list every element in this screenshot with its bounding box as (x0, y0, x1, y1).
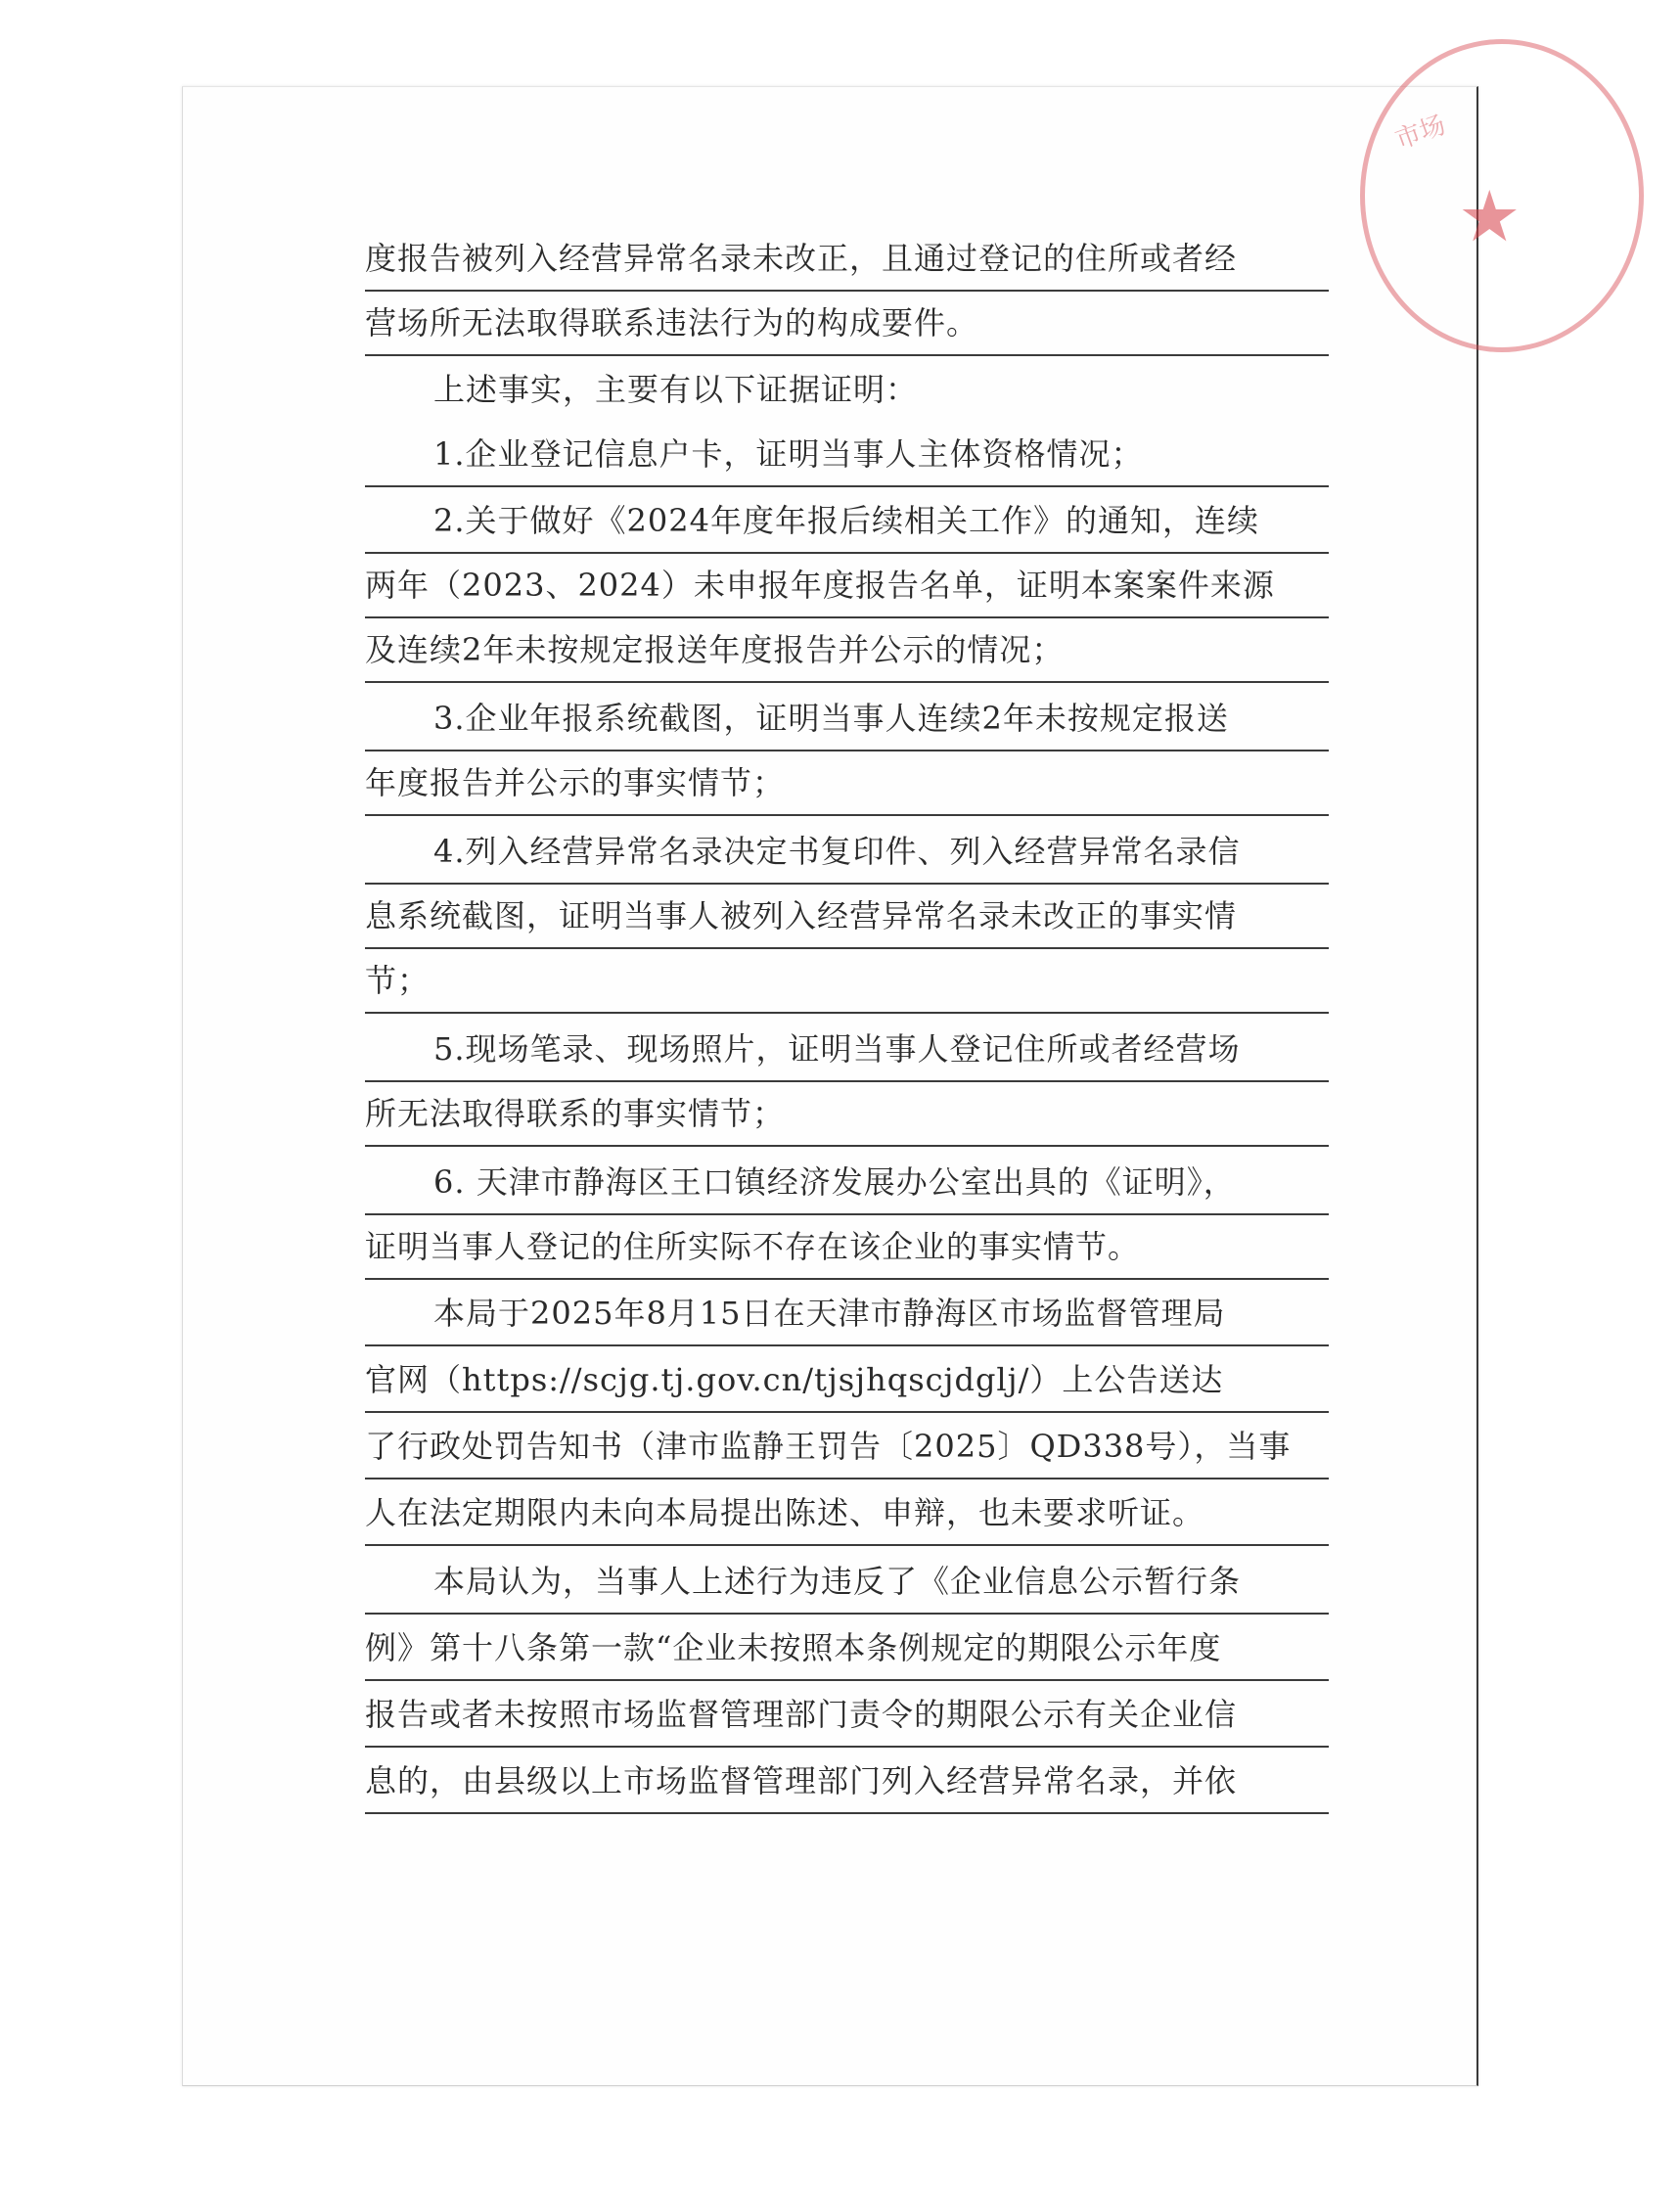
text-line: 5.现场笔录、现场照片，证明当事人登记住所或者经营场 (365, 1018, 1329, 1082)
text-line: 官网（https://scjg.tj.gov.cn/tjsjhqscjdglj/）上公告送达 (365, 1348, 1329, 1413)
text-line: 报告或者未按照市场监督管理部门责令的期限公示有关企业信 (365, 1683, 1329, 1748)
text-line: 两年（2023、2024）未申报年度报告名单，证明本案案件来源 (365, 554, 1329, 618)
text-line: 人在法定期限内未向本局提出陈述、申辩，也未要求听证。 (365, 1481, 1329, 1546)
text-line: 及连续2年未按规定报送年度报告并公示的情况； (365, 618, 1329, 683)
text-line: 3.企业年报系统截图，证明当事人连续2年未按规定报送 (365, 687, 1329, 751)
seal-star-icon: ★ (1458, 175, 1521, 257)
text-line: 年度报告并公示的事实情节； (365, 751, 1329, 816)
text-line: 所无法取得联系的事实情节； (365, 1082, 1329, 1147)
text-line: 本局认为，当事人上述行为违反了《企业信息公示暂行条 (365, 1550, 1329, 1615)
text-line: 度报告被列入经营异常名录未改正，且通过登记的住所或者经 (365, 227, 1329, 292)
text-line: 4.列入经营异常名录决定书复印件、列入经营异常名录信 (365, 820, 1329, 885)
text-line: 本局于2025年8月15日在天津市静海区市场监督管理局 (365, 1282, 1329, 1346)
text-line: 营场所无法取得联系违法行为的构成要件。 (365, 292, 1329, 356)
text-line: 了行政处罚告知书（津市监静王罚告〔2025〕QD338号），当事 (365, 1415, 1329, 1479)
seal-text-fragment: 市场 (1391, 110, 1450, 156)
text-line: 证明当事人登记的住所实际不存在该企业的事实情节。 (365, 1215, 1329, 1280)
text-line: 2.关于做好《2024年度年报后续相关工作》的通知，连续 (365, 489, 1329, 554)
text-line: 息系统截图，证明当事人被列入经营异常名录未改正的事实情 (365, 885, 1329, 949)
text-line: 上述事实，主要有以下证据证明： (433, 371, 919, 408)
text-line: 息的，由县级以上市场监督管理部门列入经营异常名录，并依 (365, 1750, 1329, 1814)
text-line: 例》第十八条第一款“企业未按照本条例规定的期限公示年度 (365, 1616, 1329, 1681)
text-line: 6. 天津市静海区王口镇经济发展办公室出具的《证明》， (365, 1151, 1329, 1215)
text-line: 1.企业登记信息户卡，证明当事人主体资格情况； (365, 423, 1329, 487)
text-line: 节； (365, 949, 1329, 1014)
